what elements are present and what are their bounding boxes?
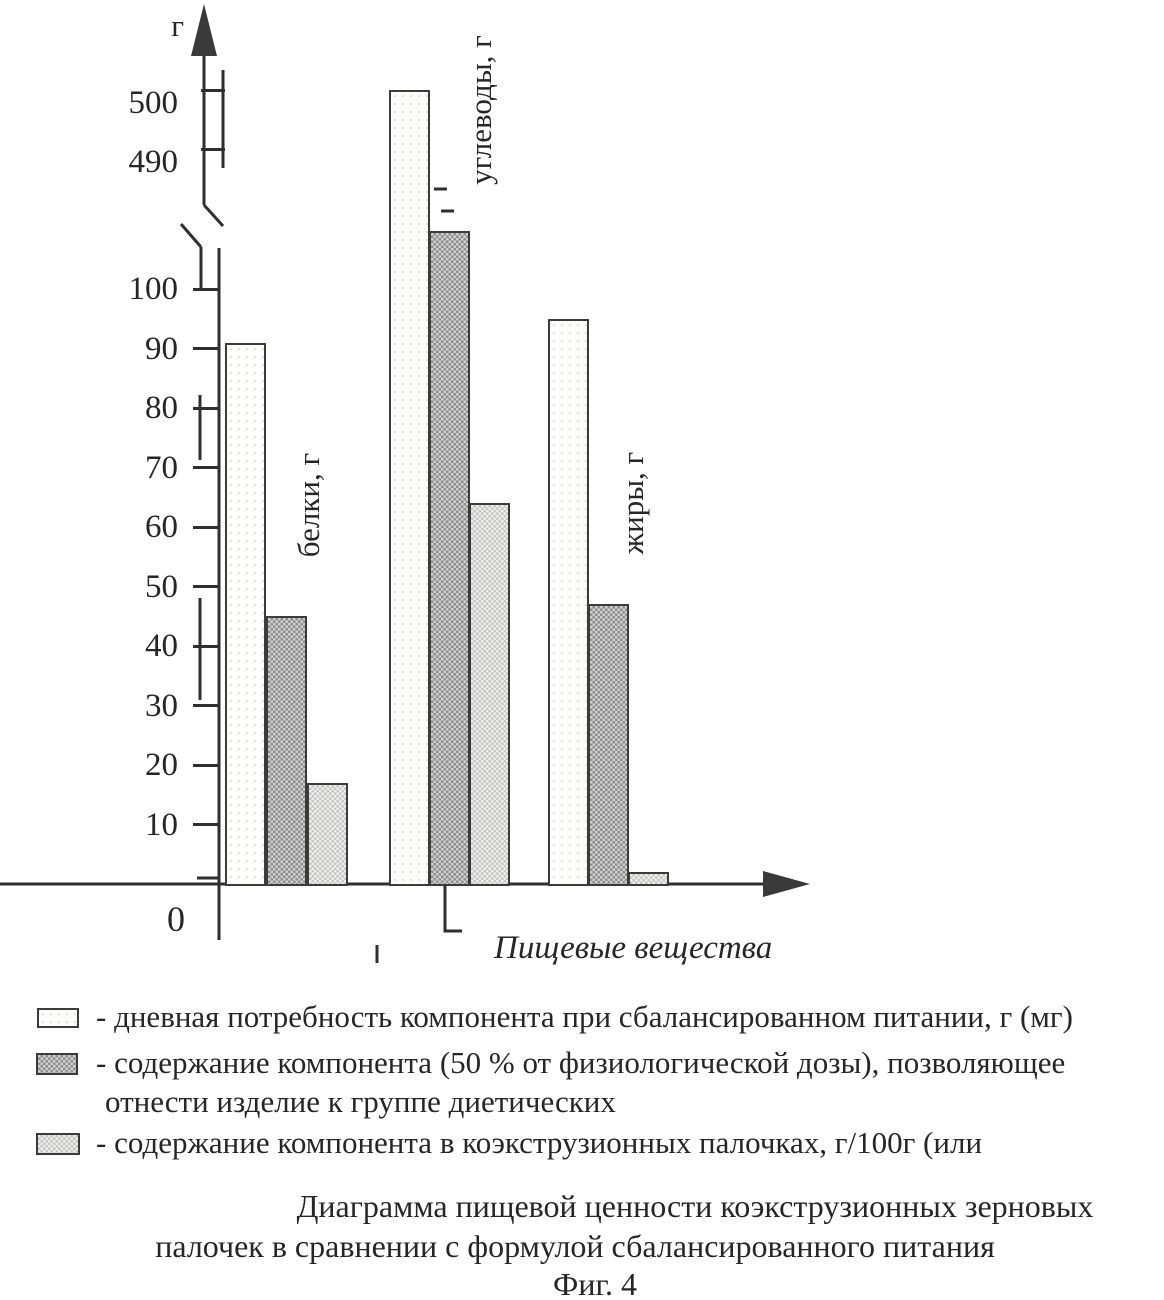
category-label-2: углеводы, г [463,35,498,185]
bar-жирыг-series1 [548,319,589,886]
y-tick-label-60: 60 [145,509,178,545]
legend-item-daily-need: - дневная потребность компонента при сбалансированном питании, г (мг) [96,999,1073,1034]
y-tick-label-90: 90 [145,330,178,367]
legend-item-diet-dose-line2: отнести изделие к группе диетических [105,1084,616,1119]
y-tick-label-490: 490 [128,144,178,180]
legend-item-diet-dose-line1: - содержание компонента (50 % от физиологической дозы), позволяющее [96,1045,1066,1080]
y-axis-unit-label: г [171,8,184,43]
category-label-1: белки, г [291,452,326,558]
bar-белкиг-series2 [266,616,307,886]
bar-углеводыг-series3 [469,503,510,886]
y-tick-500 [201,89,225,92]
product-content-swatch [36,1133,80,1155]
y-tick-50 [193,585,220,588]
y-tick-label-50: 50 [145,568,178,605]
y-tick-490 [201,148,225,151]
y-tick-label-500: 500 [128,85,178,121]
bar-жирыг-series2 [588,604,629,886]
caption-line-2: палочек в сравнении с формулой сбалансированного питания [155,1228,995,1264]
y-tick-10 [193,823,220,826]
y-tick-20 [193,764,220,767]
y-tick-70 [193,466,220,469]
y-tick-40 [193,645,220,648]
y-axis-arrow [191,4,217,56]
y-tick-label-70: 70 [145,449,178,486]
y-tick-label-80: 80 [145,390,178,426]
bar-углеводыг-series2 [429,231,470,886]
bar-углеводыг-series1 [389,90,430,886]
bar-белкиг-series1 [225,343,266,886]
origin-zero-label: 0 [167,899,185,939]
legend-item-product-content: - содержание компонента в коэкструзионных палочках, г/100г (или [96,1125,983,1160]
x-axis-arrow [763,871,810,897]
x-axis-title: Пищевые вещества [494,930,773,966]
y-tick-label-100: 100 [128,271,178,307]
y-tick-60 [193,526,220,529]
figure-number: Фиг. 4 [553,1266,637,1300]
y-tick-100 [193,288,220,291]
caption-line-1: Диаграмма пищевой ценности коэкструзионных зерновых [296,1188,1094,1224]
daily-need-swatch [37,1008,79,1028]
y-tick-label-40: 40 [145,628,178,664]
y-tick-label-20: 20 [145,747,178,783]
y-tick-80 [193,407,220,410]
diet-dose-swatch [36,1053,78,1075]
y-tick-30 [193,704,220,707]
y-tick-label-30: 30 [145,687,178,724]
y-tick-90 [193,347,220,350]
bar-жирыг-series3 [628,872,669,886]
category-label-3: жиры, г [615,451,650,555]
y-tick-label-10: 10 [145,806,178,843]
bar-белкиг-series3 [307,783,348,886]
